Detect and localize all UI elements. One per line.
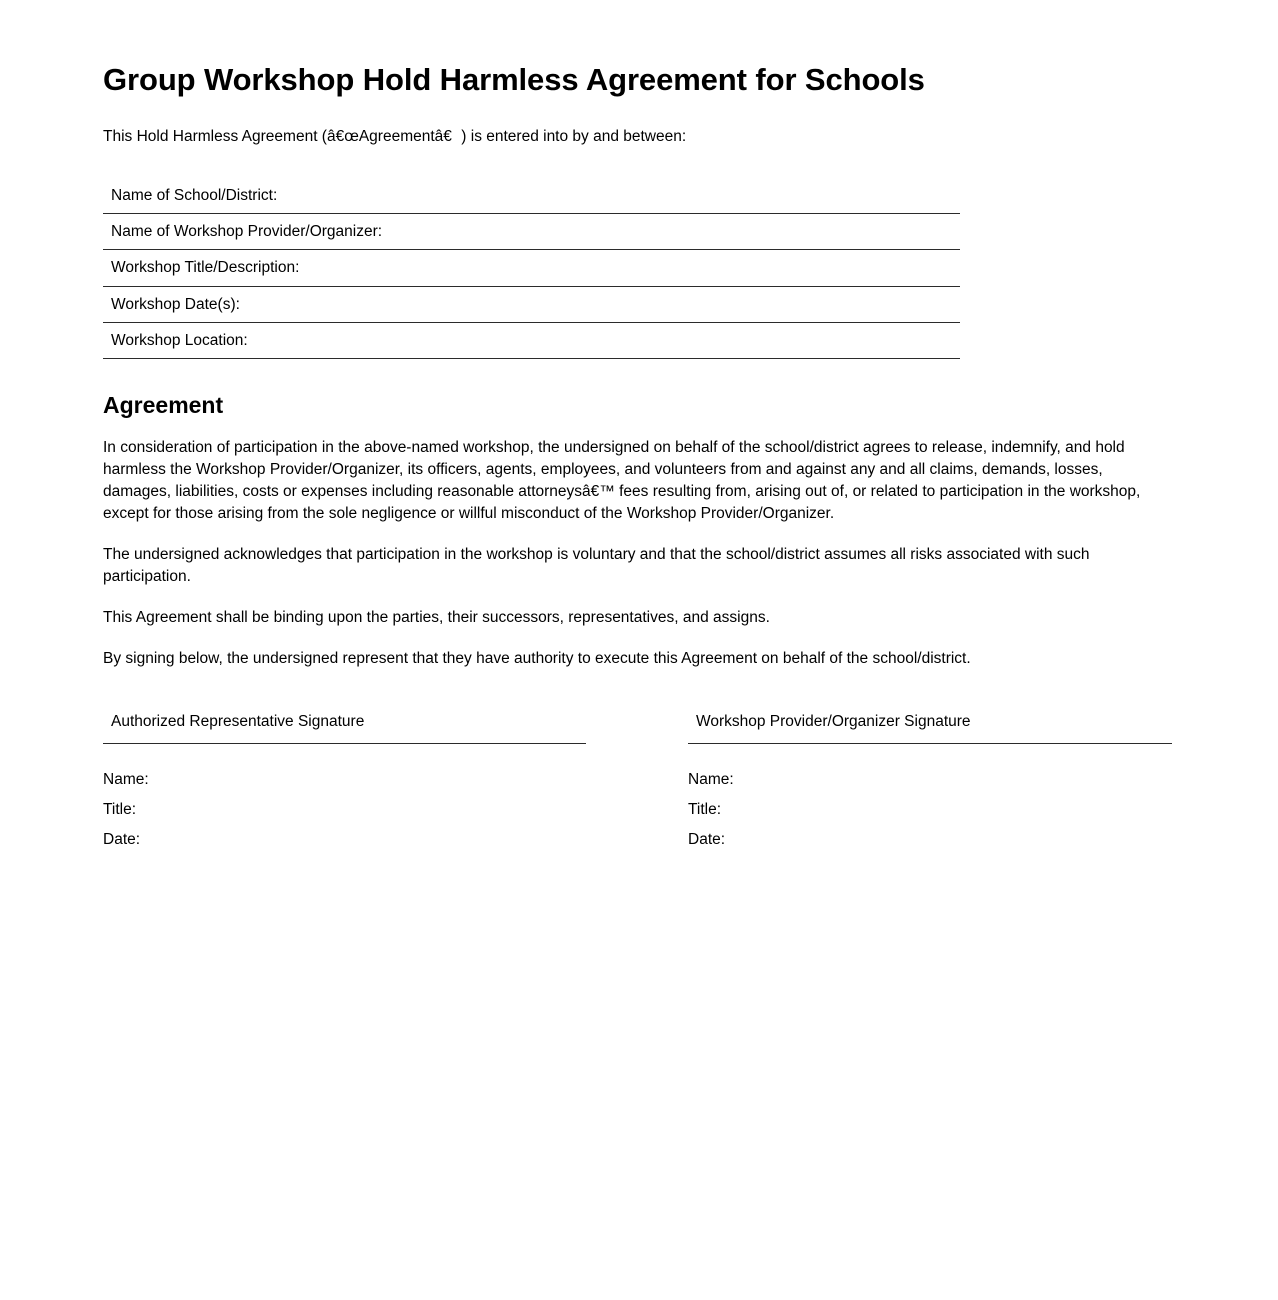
signature-column-gap: [586, 706, 688, 743]
signature-lines-table: [103, 706, 1172, 743]
field-workshop-location[interactable]: Workshop Location:: [103, 322, 960, 358]
table-row: [103, 214, 960, 250]
agreement-paragraph-authority: By signing below, the undersigned represent that they have authority to execute this Agreement on behalf of the school/district.: [103, 650, 971, 668]
signature-label-authorized-representative[interactable]: Authorized Representative Signature: [103, 706, 586, 743]
right-name-label[interactable]: Name:: [688, 770, 734, 788]
left-title-label[interactable]: Title:: [103, 800, 137, 818]
signature-meta-right: [688, 765, 1172, 856]
page-title: Group Workshop Hold Harmless Agreement for Schools: [103, 62, 925, 97]
signature-meta-left: [103, 765, 688, 856]
right-title-label[interactable]: Title:: [688, 800, 722, 818]
table-row: [103, 706, 1172, 743]
form-fields-table: [103, 178, 960, 359]
table-row: [103, 178, 960, 214]
signature-meta-table: [103, 765, 1172, 856]
document-content: [103, 62, 1172, 855]
table-row: [103, 322, 960, 358]
field-workshop-dates[interactable]: Workshop Date(s):: [103, 286, 960, 322]
intro-paragraph: This Hold Harmless Agreement (â€œAgreementâ€) is entered into by and between:: [103, 127, 687, 145]
right-date-label[interactable]: Date:: [688, 830, 726, 848]
agreement-paragraph-voluntary: The undersigned acknowledges that participation in the workshop is voluntary and that the school/district assumes all risks associated with such participation.: [103, 546, 1090, 586]
signature-block: [103, 706, 1172, 855]
section-heading-agreement: Agreement: [103, 391, 224, 418]
left-name-label[interactable]: Name:: [103, 770, 149, 788]
field-workshop-provider[interactable]: Name of Workshop Provider/Organizer:: [103, 214, 960, 250]
table-row: [103, 286, 960, 322]
agreement-paragraph-binding: This Agreement shall be binding upon the parties, their successors, representatives, and assigns.: [103, 609, 770, 627]
field-workshop-title[interactable]: Workshop Title/Description:: [103, 250, 960, 286]
agreement-paragraph-indemnity: In consideration of participation in the above-named workshop, the undersigned on behalf of the school/district agrees to release, indemnify, and hold harmless the Workshop Provider/Organizer, its officers, agents, employees, and volunteers from and against any and all claims, demands, losses, damages, liabilities, costs or expenses including reasonable attorneysâ€™ fees resulting from, arising out of, or related to participation in the workshop, except for those arising from the sole negligence or willful misconduct of the Workshop Provider/Organizer.: [103, 439, 1141, 523]
field-school-district[interactable]: Name of School/District:: [103, 178, 960, 214]
table-row: [103, 250, 960, 286]
signature-label-workshop-provider[interactable]: Workshop Provider/Organizer Signature: [688, 706, 1172, 743]
left-date-label[interactable]: Date:: [103, 830, 141, 848]
table-row: [103, 765, 1172, 856]
